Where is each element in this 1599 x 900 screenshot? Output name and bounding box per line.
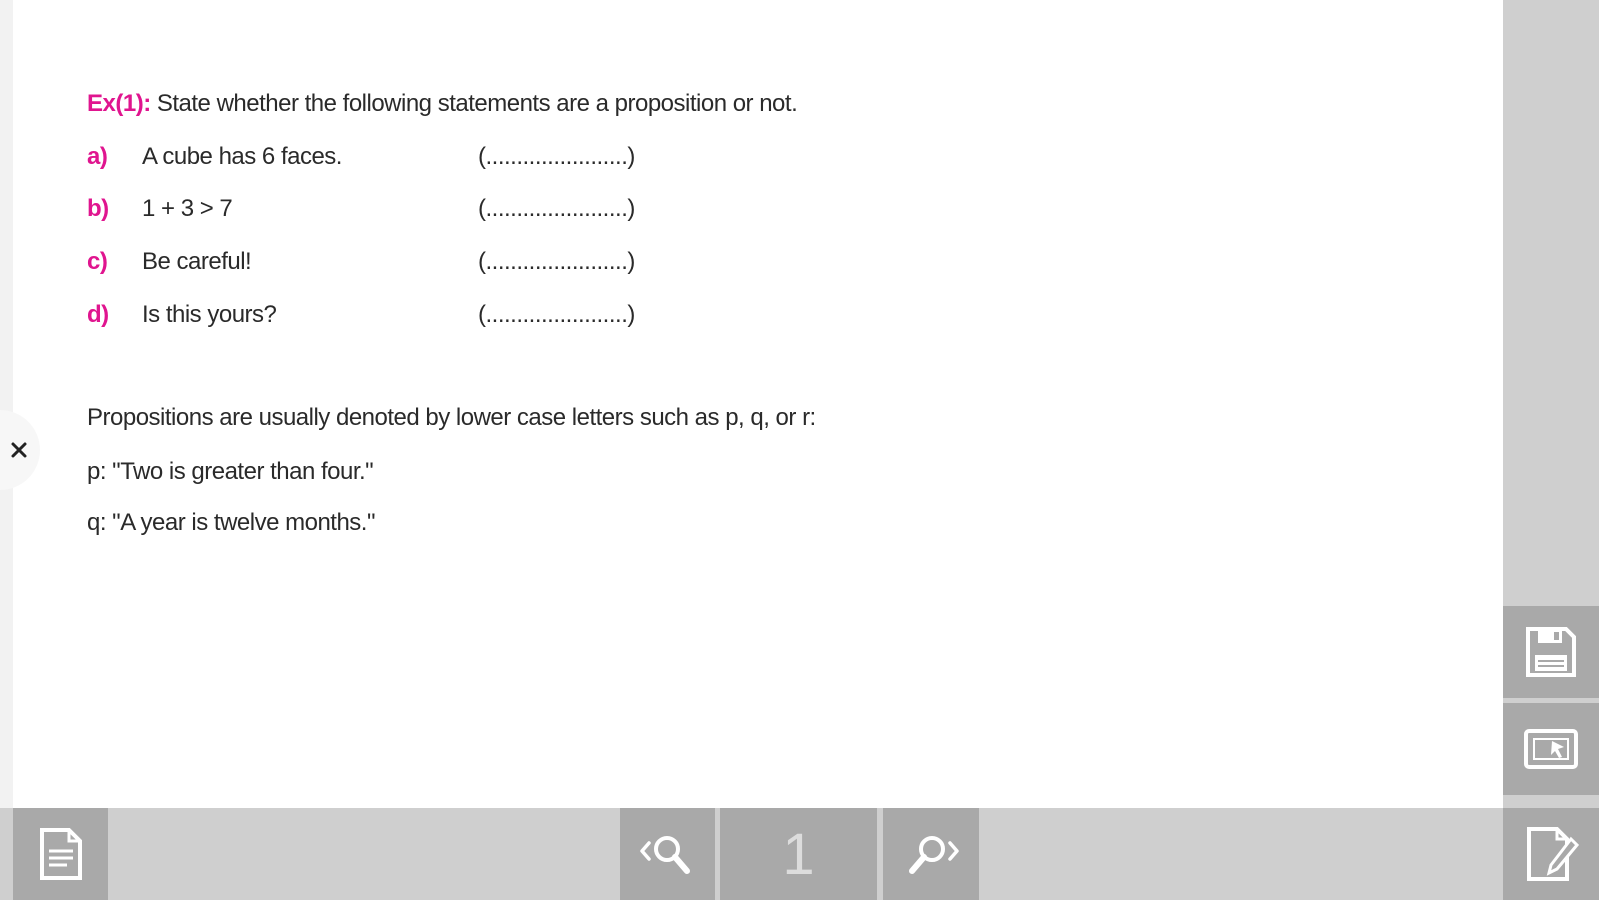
screen-icon: [1524, 729, 1578, 769]
answer-blank: (.......................): [478, 248, 635, 275]
item-statement: Is this yours?: [142, 301, 277, 328]
screen-button[interactable]: [1503, 703, 1599, 795]
document-button[interactable]: [13, 808, 108, 900]
propositions-intro: Propositions are usually denoted by lower case letters such as p, q, or r:: [87, 404, 816, 431]
document-icon: [39, 827, 83, 881]
page-number[interactable]: 1: [720, 808, 877, 900]
edit-button[interactable]: [1503, 808, 1599, 900]
answer-blank: (.......................): [478, 143, 635, 170]
edit-icon: [1523, 825, 1579, 883]
item-statement: 1 + 3 > 7: [142, 195, 233, 222]
save-button[interactable]: [1503, 606, 1599, 698]
item-letter: d): [87, 301, 109, 328]
save-icon: [1524, 625, 1578, 679]
item-letter: c): [87, 248, 108, 275]
exercise-title: [87, 90, 797, 118]
proposition-q: q: "A year is twelve months.": [87, 509, 375, 536]
search-prev-button[interactable]: [620, 808, 715, 900]
item-statement: A cube has 6 faces.: [142, 143, 342, 170]
item-letter: b): [87, 195, 109, 222]
close-icon: [10, 441, 28, 459]
proposition-p: p: "Two is greater than four.": [87, 458, 374, 485]
item-letter: a): [87, 143, 108, 170]
search-next-button[interactable]: [883, 808, 979, 900]
item-statement: Be careful!: [142, 248, 252, 275]
exercise-label: Ex(1):: [87, 90, 151, 117]
exercise-instruction: State whether the following statements are a proposition or not.: [150, 90, 798, 117]
search-next-icon: [902, 831, 960, 877]
answer-blank: (.......................): [478, 301, 635, 328]
answer-blank: (.......................): [478, 195, 635, 222]
search-prev-icon: [639, 831, 697, 877]
